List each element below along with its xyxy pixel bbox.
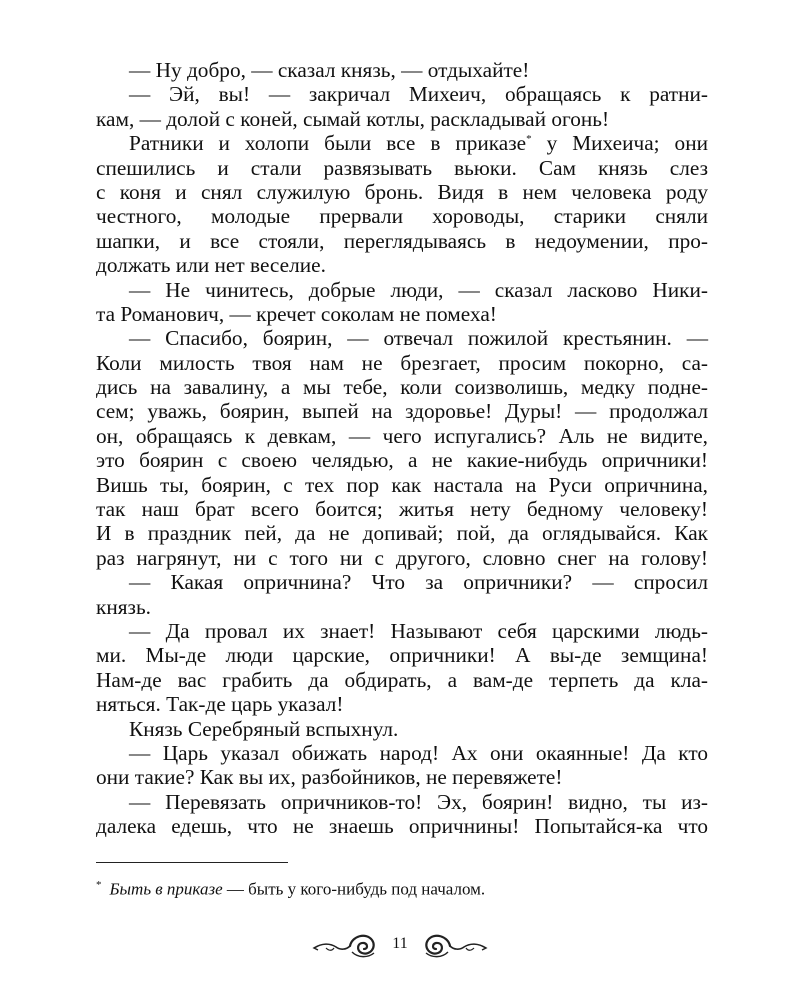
text-line: с коня и снял служилую бронь. Видя в нем человека роду [96,179,708,204]
text-line: сем; уважь, боярин, выпей на здоровье! Дуры! — продолжал [96,399,708,424]
footnote-reference: * [526,133,532,146]
ornament-right-icon [420,926,488,966]
text-line: Князь Серебряный вспыхнул. [129,716,399,741]
text-line: кам, — долой с коней, сымай котлы, раскладывай огонь! [96,106,610,131]
text-line: спешились и стали развязывать вьюки. Сам князь слез [96,155,708,180]
text-line: Нам-де вас грабить да обдирать, а вам-де терпеть да кла- [96,667,708,692]
footnote-marker: * [96,879,102,891]
text-line: должать или нет веселие. [96,253,326,278]
text-line: ми. Мы-де люди царские, опричники! А вы-де земщина! [96,643,708,668]
text-line: далека едешь, что не знаешь опричнины! Попытайся-ка что [96,814,708,839]
text-line: Коли милость твоя нам не брезгает, просим покорно, са- [96,350,708,375]
text-line: это боярин с своею челядью, а не какие-нибудь опричники! [96,448,708,473]
text-line: та Романович, — кречет соколам не помеха! [96,301,497,326]
text-line: они такие? Как вы их, разбойников, не перевяжете! [96,765,563,790]
body-text [96,58,708,839]
text-line: — Спасибо, боярин, — отвечал пожилой крестьянин. — [129,326,708,351]
text-line: дись на завалину, а мы тебе, коли соизволишь, медку подне- [96,375,708,400]
ornament-left-icon [312,926,380,966]
text-line: честного, молодые прервали хороводы, старики сняли [96,204,708,229]
text-line: — Какая опричнина? Что за опричники? — спросил [129,570,708,595]
text-line: шапки, и все стояли, переглядываясь в недоумении, про- [96,228,708,253]
footnote-term: Быть в приказе [109,879,223,899]
text-segment: у Михеича; они [531,131,708,156]
text-line: он, обращаясь к девкам, — чего испугались? Аль не видите, [96,423,708,448]
text-line: — Эй, вы! — закричал Михеич, обращаясь к ратни- [129,82,708,107]
text-line-with-footnote [96,131,708,155]
page-number: 11 [392,935,408,952]
text-line: князь. [96,594,151,619]
text-line: — Царь указал обижать народ! Ах они окаянные! Да кто [129,740,708,765]
text-line: — Не чинитесь, добрые люди, — сказал ласково Ники- [129,277,708,302]
text-line: раз нагрянут, ни с того ни с другого, словно снег на голову! [96,545,708,570]
text-segment: Ратники и холопи были все в приказе [129,131,527,156]
footnote-divider [96,862,288,863]
footnote [96,874,485,901]
text-line: так наш брат всего боится; житья нету бедному человеку! [96,497,708,522]
text-line: Вишь ты, боярин, с тех пор как настала на Руси опричнина, [96,472,708,497]
text-line: няться. Так-де царь указал! [96,692,344,717]
page-folio [0,926,800,966]
text-line: И в праздник пей, да не допивай; пой, да оглядывайся. Как [96,521,708,546]
text-line: — Да провал их знает! Называют себя царскими людь- [129,618,708,643]
footnote-definition: — быть у кого-нибудь под началом. [222,879,486,899]
text-line: — Ну добро, — сказал князь, — отдыхайте! [129,58,530,82]
text-line: — Перевязать опричников-то! Эх, боярин! видно, ты из- [129,789,708,814]
